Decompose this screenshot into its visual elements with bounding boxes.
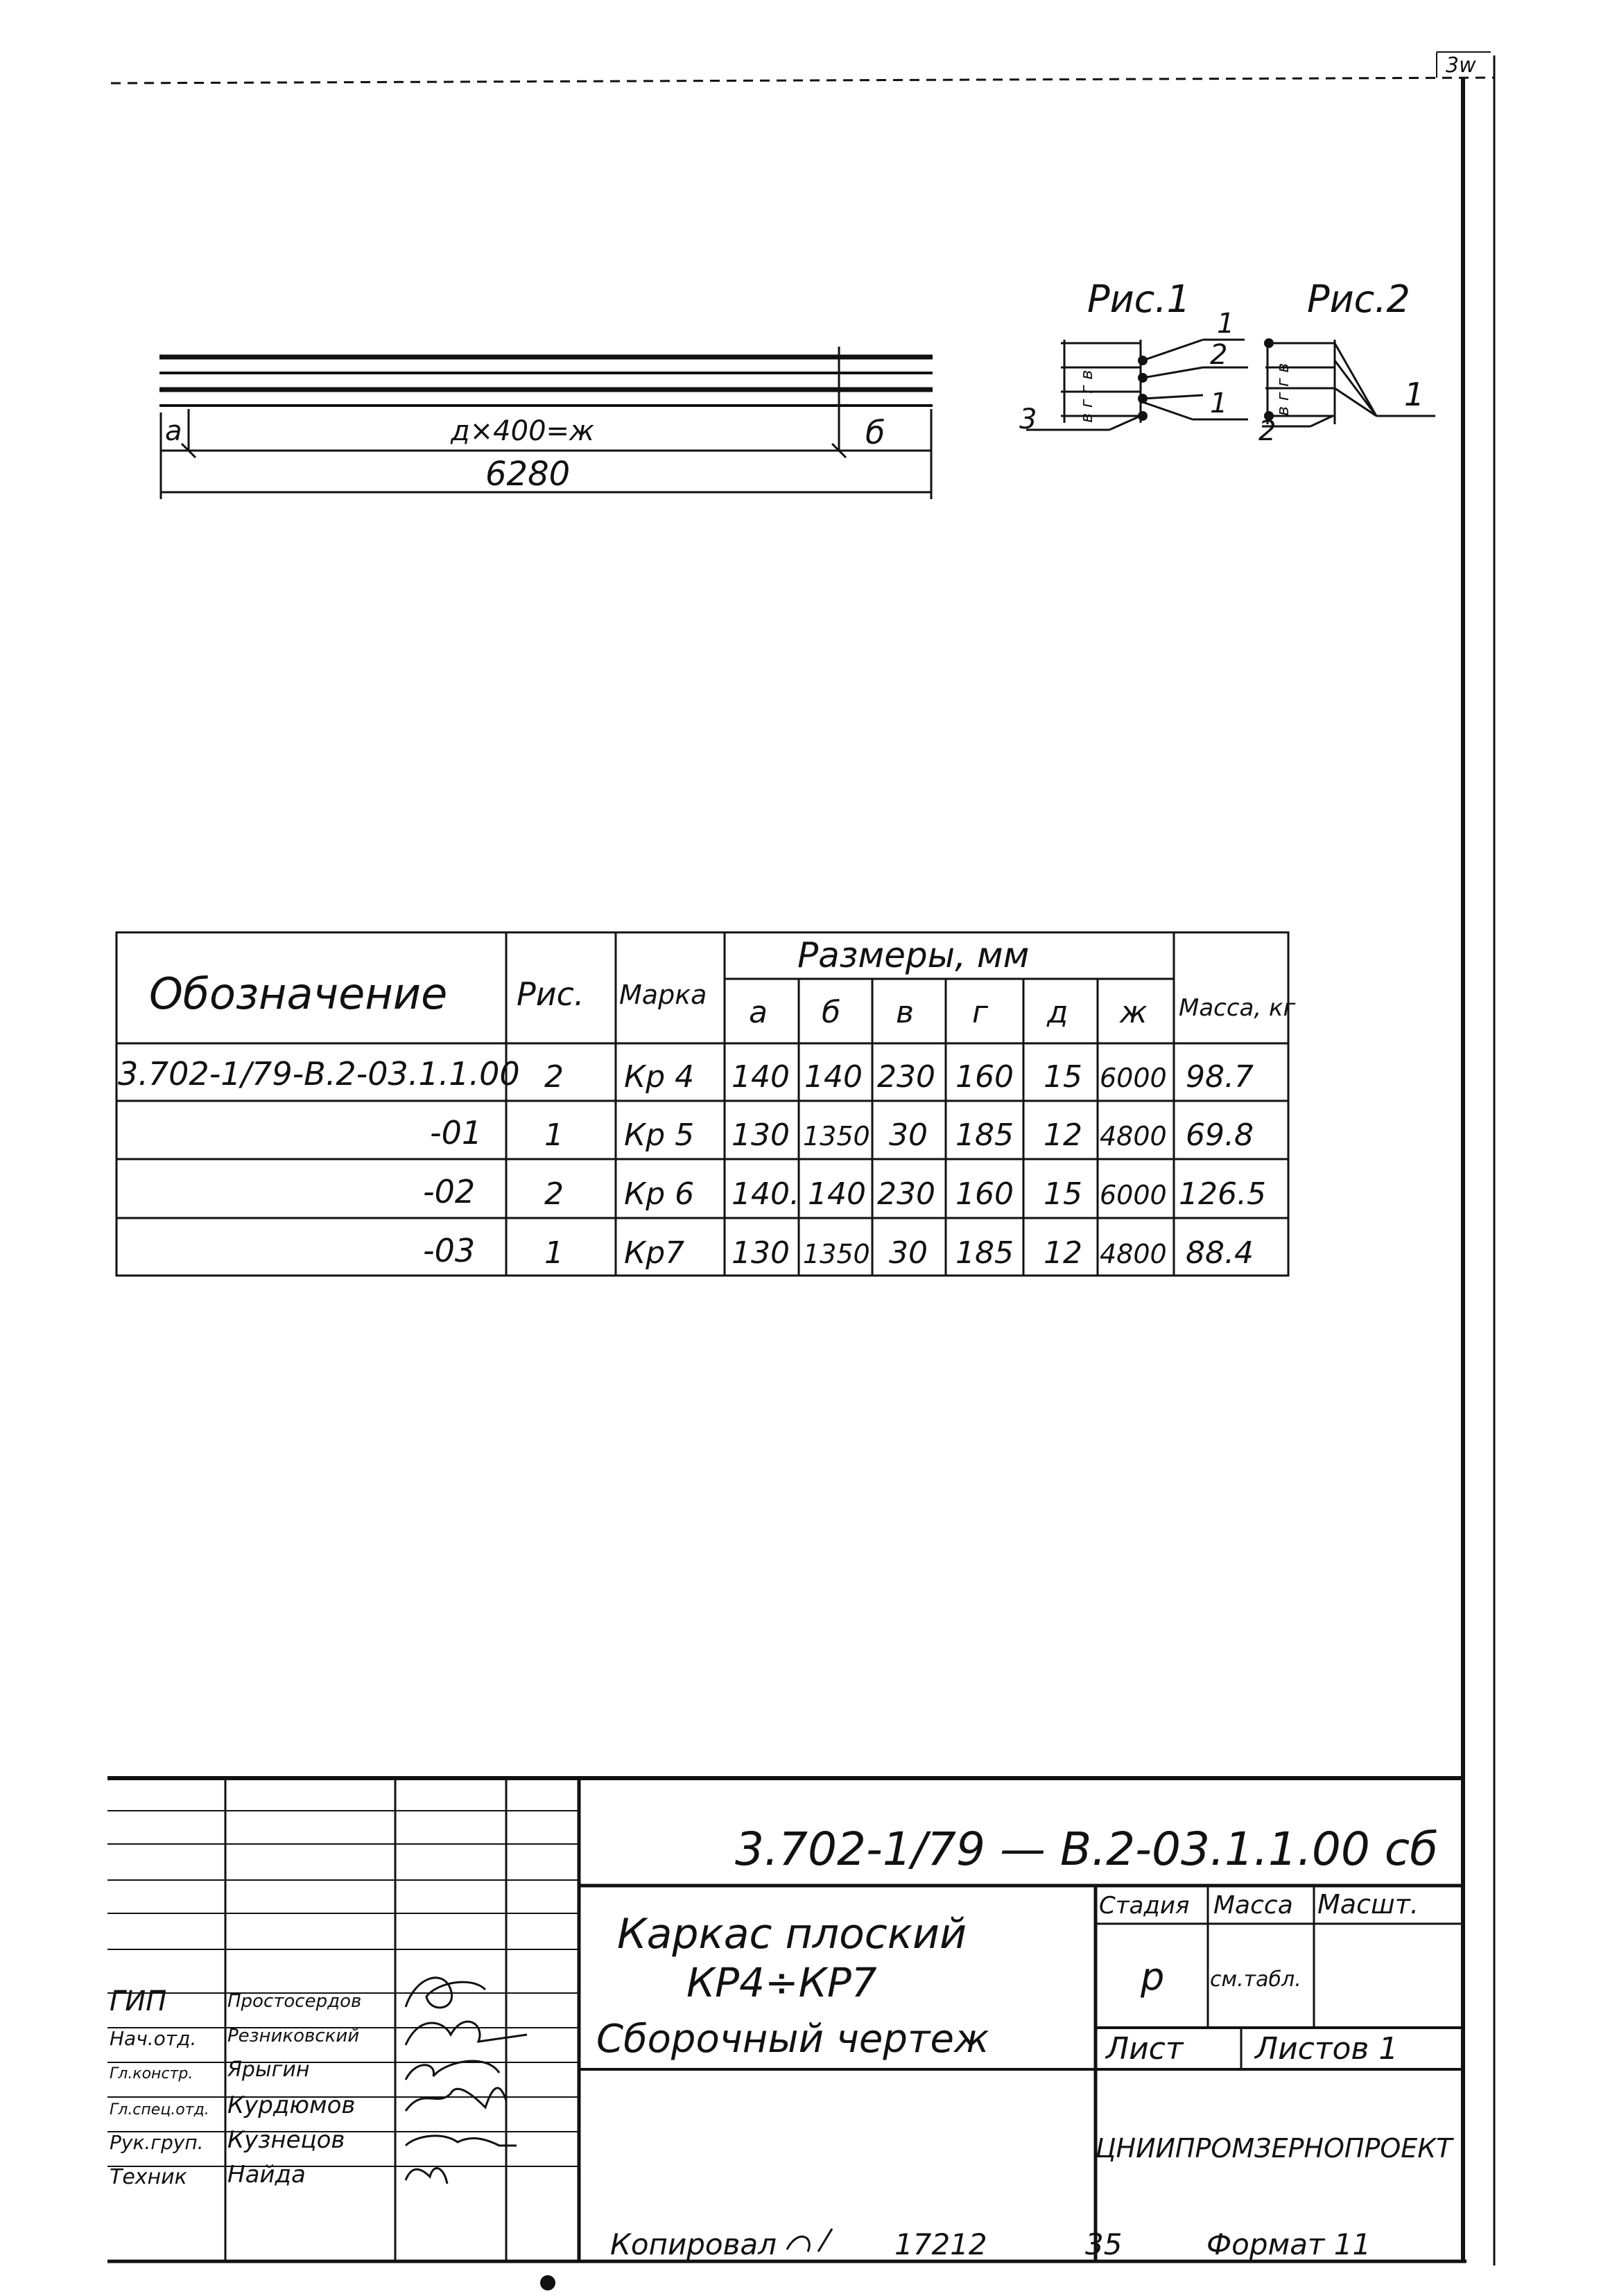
overall-length: 6280: [485, 455, 571, 494]
table-row: [430, 1114, 1254, 1153]
row-b: 1350: [803, 1239, 870, 1269]
row-zh: 6000: [1100, 1180, 1167, 1210]
spec-table-header: [149, 935, 1297, 1030]
title-line-2: КР4÷КР7: [686, 1959, 877, 2006]
row-a: 140: [732, 1059, 790, 1095]
binding-hole-mark: [540, 2275, 555, 2290]
organization-name: ЦНИИПРОМЗЕРНОПРОЕКТ: [1096, 2133, 1453, 2164]
row-b: 1350: [803, 1121, 870, 1151]
signature-name: Найда: [227, 2161, 306, 2189]
row-mass: 126.5: [1179, 1176, 1266, 1212]
row-mark: Кр 4: [624, 1059, 695, 1095]
row-zh: 6000: [1100, 1063, 1167, 1093]
row-g: 185: [955, 1117, 1014, 1153]
fig2-callout-1: 1: [1404, 376, 1425, 413]
header-col-a: а: [749, 995, 768, 1030]
row-designation: -01: [430, 1114, 483, 1151]
fig1-callout-1-top: 1: [1217, 308, 1235, 340]
signature-name: Простосердов: [227, 1991, 362, 2012]
row-fig: 2: [544, 1059, 564, 1095]
row-d: 12: [1044, 1235, 1082, 1271]
footer-format: Формат 11: [1206, 2227, 1371, 2261]
fig2-callout-2: 2: [1258, 415, 1277, 447]
header-col-d: д: [1047, 995, 1068, 1030]
title-line-1: Каркас плоский: [617, 1910, 967, 1958]
sheet-label: Лист: [1106, 2031, 1184, 2067]
fig2-bars: [1264, 338, 1274, 421]
fig1-callout-1-bottom: 1: [1210, 388, 1228, 419]
table-row: [423, 1232, 1254, 1271]
table-row: [118, 1055, 1254, 1095]
fig1-callout-2: 2: [1210, 339, 1228, 371]
fig2-side-label: в г г в: [1273, 363, 1292, 416]
signature-role: Гл.констр.: [110, 2065, 193, 2082]
scale-label: Масшт.: [1317, 1889, 1419, 1920]
dimension-formula: д×400=ж: [451, 415, 595, 447]
stage-label: Стадия: [1099, 1892, 1190, 1920]
footer-number: 17212: [894, 2227, 987, 2261]
row-d: 15: [1044, 1059, 1082, 1095]
fig1-side-label: в г г в: [1077, 369, 1096, 423]
row-mass: 88.4: [1186, 1235, 1254, 1271]
corner-mark: 3w: [1446, 53, 1476, 78]
copier-signature: [787, 2229, 832, 2252]
signature-name: Кузнецов: [227, 2126, 345, 2154]
signature-list: [110, 1985, 361, 2189]
row-a: 130: [732, 1235, 790, 1271]
header-col-zh: ж: [1120, 995, 1148, 1030]
signature-role: Техник: [110, 2165, 187, 2189]
row-g: 185: [955, 1235, 1014, 1271]
footer-page: 35: [1085, 2227, 1123, 2261]
row-designation: -02: [423, 1173, 476, 1210]
row-g: 160: [955, 1059, 1014, 1095]
header-col-g: г: [972, 995, 989, 1030]
row-a: 140.: [732, 1176, 799, 1212]
row-fig: 1: [544, 1235, 564, 1271]
signature-name: Резниковский: [227, 2026, 360, 2046]
row-designation: 3.702-1/79-В.2-03.1.1.00: [118, 1055, 520, 1093]
row-mass: 69.8: [1186, 1117, 1254, 1153]
row-zh: 4800: [1100, 1121, 1167, 1151]
row-fig: 2: [544, 1176, 564, 1212]
header-fig: Рис.: [517, 975, 585, 1013]
header-col-v: в: [896, 995, 914, 1030]
row-designation: -03: [423, 1232, 476, 1269]
signature-role: Рук.груп.: [110, 2131, 204, 2154]
row-zh: 4800: [1100, 1239, 1167, 1269]
fig2-title: Рис.2: [1307, 277, 1410, 321]
row-v: 30: [889, 1117, 928, 1153]
row-v: 230: [877, 1059, 935, 1095]
row-mass: 98.7: [1186, 1059, 1254, 1095]
dimension-b: б: [865, 414, 885, 451]
document-code: 3.702-1/79 — В.2-03.1.1.00 сб: [735, 1823, 1438, 1876]
header-mass: Масса, кг: [1179, 994, 1296, 1022]
row-mark: Кр 6: [624, 1176, 695, 1212]
footer-copied: Копировал: [610, 2227, 777, 2261]
signature-role: ГИП: [110, 1985, 167, 2017]
stage-value: р: [1141, 1955, 1165, 1999]
row-b: 140: [804, 1059, 863, 1095]
signature-role: Нач.отд.: [110, 2027, 197, 2050]
row-d: 15: [1044, 1176, 1082, 1212]
signature-role: Гл.спец.отд.: [110, 2101, 209, 2119]
mass-label: Масса: [1213, 1891, 1293, 1920]
row-v: 30: [889, 1235, 928, 1271]
row-mark: Кр 5: [624, 1117, 695, 1153]
sheets-label: Листов 1: [1255, 2031, 1399, 2067]
title-line-3: Сборочный чертеж: [596, 2017, 989, 2062]
fig1-bars: [1138, 356, 1148, 421]
header-col-b: б: [822, 995, 841, 1030]
row-a: 130: [732, 1117, 790, 1153]
handwritten-signatures: [406, 1978, 527, 2184]
dimension-a: а: [165, 415, 182, 447]
table-row: [423, 1173, 1266, 1212]
header-designation: Обозначение: [149, 968, 448, 1019]
row-b: 140: [808, 1176, 866, 1212]
row-fig: 1: [544, 1117, 564, 1153]
row-g: 160: [955, 1176, 1014, 1212]
header-mark: Марка: [619, 980, 707, 1010]
row-d: 12: [1044, 1117, 1082, 1153]
fig1-title: Рис.1: [1087, 277, 1191, 321]
header-sizes: Размеры, мм: [797, 935, 1030, 975]
mass-value: см.табл.: [1210, 1967, 1301, 1992]
row-v: 230: [877, 1176, 935, 1212]
signature-name: Курдюмов: [227, 2091, 356, 2119]
fig1-callout-3: 3: [1019, 403, 1037, 435]
signature-name: Ярыгин: [227, 2058, 310, 2082]
row-mark: Кр7: [624, 1235, 685, 1271]
